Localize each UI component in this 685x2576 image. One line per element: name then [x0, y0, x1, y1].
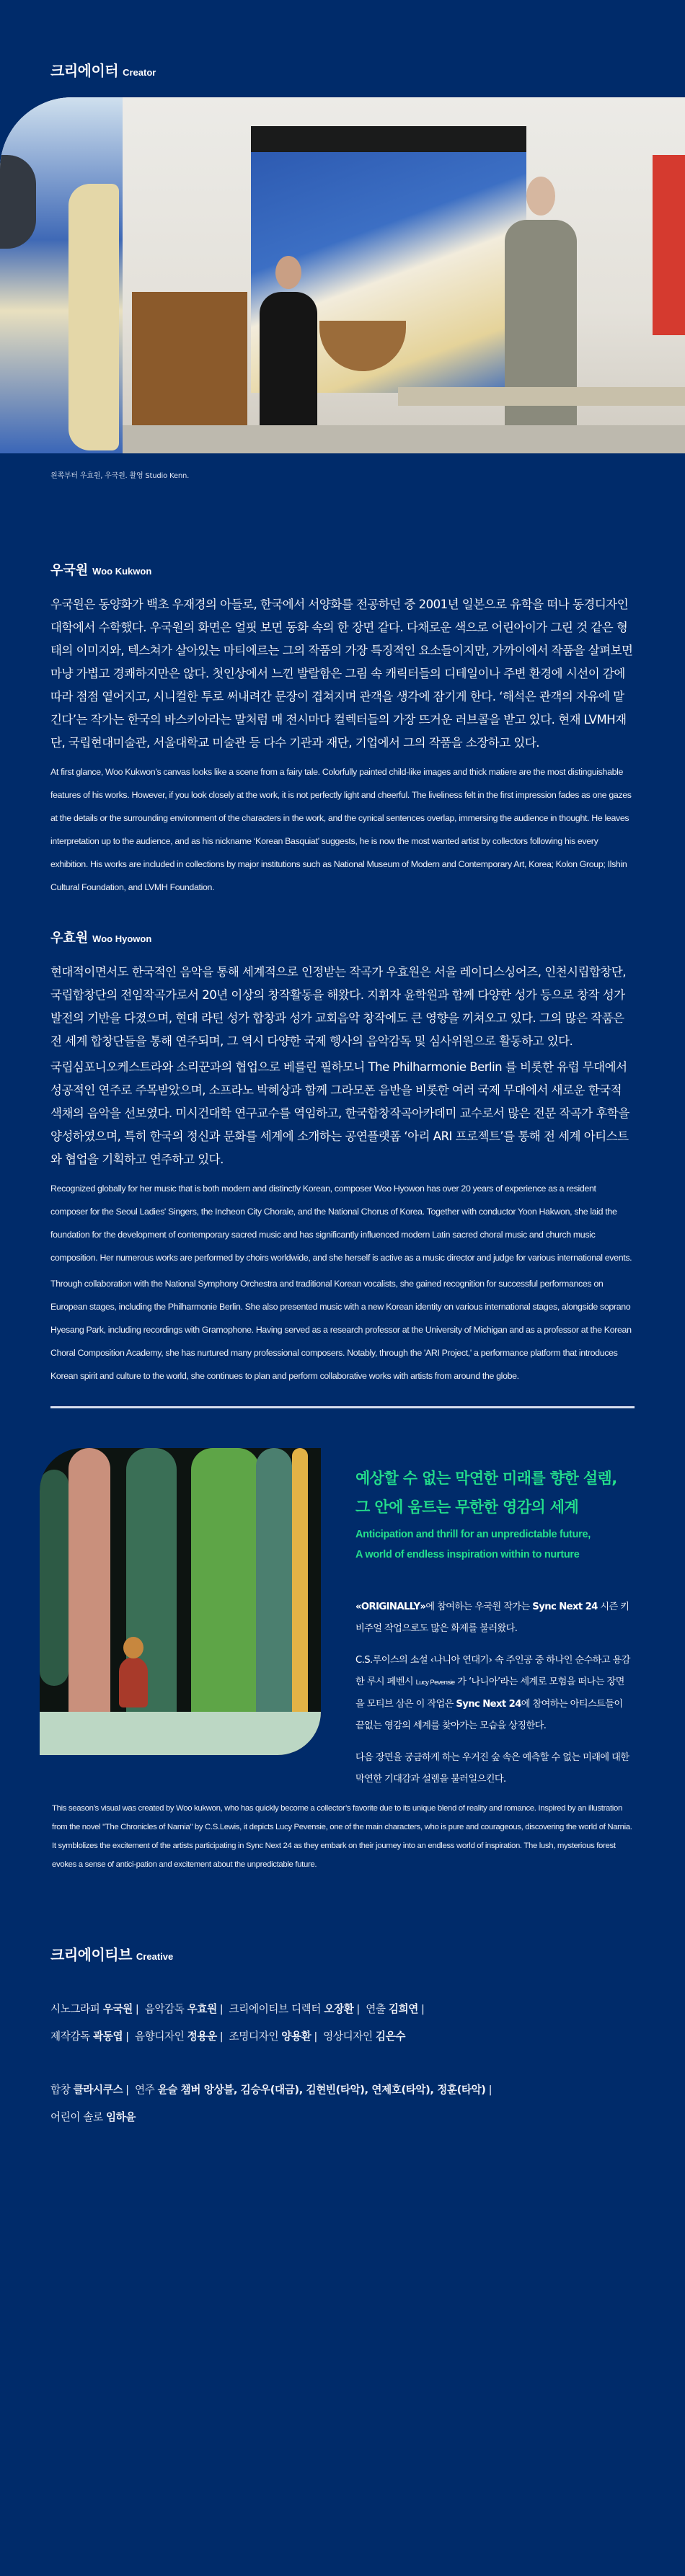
section-divider — [50, 1406, 635, 1408]
credit-role: 연출 — [366, 2003, 386, 2015]
tree — [292, 1448, 308, 1755]
credit-role: 합창 — [50, 2084, 71, 2096]
credit-person: 오장환 — [324, 2003, 354, 2015]
work-table — [398, 387, 685, 406]
bio-woo-hyowon — [0, 928, 685, 1387]
painting-figure — [0, 155, 36, 249]
bio-ko-paragraph: 우국원은 동양화가 백초 우재경의 아들로, 한국에서 서양화를 전공하던 중 2001년 일본으로 유학을 떠나 동경디자인 대학에서 수학했다. 우국원의 화면은 얼핏 보면 동화 속의 한 장면 같다. 다채로운 색으로 어린아이가 그린 것 같은 형태의 이미지와, 텍스쳐가 살아있는 마티에르는 그의 작품의 가장 특징적인 요소들이지만, 가까이에서 작품을 살펴보면 마냥 가볍고 경쾌하지만은 않다. 첫인상에서 느낀 발랄함은 그림 속 캐릭터들의 디테일이나 주변 환경에 시선이 감에 따라 점점 옅어지고, 시니컬한 투로 써내려간 문장이 겹쳐지며 관객을 생각에 잠기게 한다. ‘해석은 관객의 자유에 맡긴다’는 작가는 한국의 바스키아라는 말처럼 매 전시마다 컬렉터들의 가장 뜨거운 러브콜을 받고 있다. 현재 LVMH재단, 국립현대미술관, 서울대학교 미술관 등 다수 기관과 재단, 기업에서 그의 작품을 소장하고 있다. — [50, 598, 633, 750]
bio-name-en: Woo Kukwon — [92, 566, 152, 577]
photo-caption: 왼쪽부터 우효원, 우국원. 촬영 Studio Kenn. — [50, 472, 190, 480]
creative-title-en: Creative — [136, 1951, 174, 1962]
separator: | — [125, 2030, 129, 2043]
creative-title-ko: 크리에이티브 — [50, 1946, 132, 1963]
credit-role: 시노그라피 — [50, 2003, 100, 2015]
credit-person: 양용환 — [281, 2030, 311, 2043]
person-woo-hyowon — [260, 292, 317, 443]
headline-ko-line: 그 안에 움트는 무한한 영감의 세계 — [355, 1498, 579, 1516]
credit-role: 조명디자인 — [229, 2030, 279, 2043]
credit-person: 곽동엽 — [93, 2030, 123, 2043]
paint-shelf — [123, 425, 685, 453]
separator: | — [488, 2084, 492, 2096]
separator: | — [219, 2030, 224, 2043]
text: 시즌 키비주얼 작업으로도 많은 화제를 불러왔다. — [355, 1602, 629, 1634]
text: 에 참여하는 우국원 작가는 — [425, 1602, 533, 1612]
credit-person: 김희연 — [388, 2003, 418, 2015]
credits-group-performers — [50, 2077, 635, 2131]
separator: | — [125, 2084, 129, 2096]
credit-person: 정용운 — [187, 2030, 217, 2043]
credit-person: 클라시쿠스 — [73, 2084, 123, 2096]
creator-title-ko: 크리에이터 — [50, 62, 119, 79]
credit-role: 음악감독 — [144, 2003, 185, 2015]
tree — [191, 1448, 260, 1755]
key-visual-copy — [321, 1448, 631, 1790]
head — [275, 256, 301, 289]
separator: | — [420, 2003, 425, 2015]
feature-paragraph-1 — [355, 1596, 631, 1640]
head — [123, 1637, 143, 1658]
tree — [126, 1448, 177, 1755]
left-painting — [0, 97, 123, 453]
credit-person: 윤슬 챔버 앙상블, 김승우(대금), 김현빈(타악), 연제호(타악), 정훈(타악) — [157, 2084, 486, 2096]
studio-photo — [0, 97, 685, 453]
sync-next-title: Sync Next 24 — [532, 1602, 598, 1612]
head — [526, 177, 555, 216]
bio-name — [50, 560, 635, 579]
credit-person: 우효원 — [187, 2003, 217, 2015]
separator: | — [314, 2030, 317, 2043]
lucy-pevensie-name: Lucy Pevensie — [415, 1679, 455, 1687]
credits-list — [0, 1964, 685, 2131]
tree — [40, 1470, 68, 1686]
credit-person: 임하윤 — [105, 2111, 136, 2123]
creator-title-en: Creator — [123, 67, 156, 78]
headline-en-line: Anticipation and thrill for an unpredictable future, — [355, 1529, 591, 1540]
painting-boat — [319, 321, 406, 371]
feature-en-paragraph: This season’s visual was created by Woo kukwon, who has quickly become a collector’s favorite due to its unique blend of reality and romance. Inspired by an illustration from the novel "The Chronicles of Narnia" by C.S.Lewis, it depicts Lucy Pevensie, one of the main characters, who is pure and courageous, discovering the world of Narnia. It symblolizes the excitement of the artists participating in Sync Next 24 as they embark on their journey into an endless world of inspiration. The lush, mysterious forest evokes a sense of antici-pation and excitement about the unpredictable future. — [52, 1804, 632, 1869]
credit-role: 제작감독 — [50, 2030, 90, 2043]
tree — [256, 1448, 292, 1755]
bio-en-paragraph: At first glance, Woo Kukwon’s canvas looks like a scene from a fairy tale. Colorfully painted child-like images and thick matiere are the most distinguishable features of his works. However, if you look closely at the work, it is not perfectly light and cheerful. The liveliness felt in the first impression fades as one gazes at the details or the surrounding environment of the characters in the work, and the cynical sentences overlap, immersing the audience in thought. He leaves interpretation up to the audience, and as his nickname ‘Korean Basquiat’ suggests, he is now the most wanted artist by collectors following his every exhibition. His works are included in collections by major institutions such as National Museum of Modern and Contemporary Art, Korea; Kolon Group; Ilshin Cultural Foundation, and LVMH Foundation. — [50, 767, 632, 892]
headline-ko — [355, 1464, 631, 1522]
bio-name — [50, 928, 635, 946]
credit-role: 어린이 솔로 — [50, 2111, 103, 2123]
credits-group-production — [50, 1996, 635, 2051]
forest-ground — [40, 1712, 321, 1755]
bio-ko-paragraph: 현대적이면서도 한국적인 음악을 통해 세계적으로 인정받는 작곡가 우효원은 서울 레이디스싱어즈, 인천시립합창단, 국립합창단의 전임작곡가로서 20년 이상의 창작활동을 해왔다. 지휘자 윤학원과 함께 다양한 성가 등으로 창작 성가 발전의 기반을 다졌으며, 현대 라틴 성가 합창과 성가 교회음악 창작에도 큰 영향을 끼쳐오고 있다. 그의 많은 작품은 전 세계 합창단들을 통해 연주되며, 그 역시 다양한 국제 행사의 음악감독 및 심사위원으로 활동하고 있다. — [50, 965, 627, 1048]
key-visual-feature — [0, 1448, 685, 1790]
headline-ko-line: 예상할 수 없는 막연한 미래를 향한 설렘, — [355, 1470, 617, 1487]
bio-name-en: Woo Hyowon — [92, 933, 152, 944]
bio-name-ko: 우국원 — [50, 563, 89, 578]
creative-section-header — [0, 1874, 685, 1964]
text: C.S.루이스의 소설 ‹나니아 연대기› 속 주인공 중 하나인 순수하고 용감한 루시 페벤시 — [355, 1655, 630, 1687]
bio-ko-paragraph: 국립심포니오케스트라와 소리꾼과의 협업으로 베를린 필하모니 The Philharmonie Berlin 를 비롯한 유럽 무대에서 성공적인 연주로 주목받았으며, 소프라노 박혜상과 함께 그라모폰 음반을 비롯한 여러 국제 무대에서 새로운 한국적 색채의 음악을 선보였다. 미시건대학 연구교수를 역임하고, 한국합창작곡아카데미 교수로서 많은 전문 작곡가 후학을 양성하였으며, 특히 한국의 정신과 문화를 세계에 소개하는 공연플랫폼 ‘아리 ARI 프로젝트’를 통해 전 세계 아티스트와 협업을 기획하고 연주하고 있다. — [50, 1060, 629, 1166]
creator-section-title — [50, 59, 635, 80]
bio-en-paragraph: Through collaboration with the National Symphony Orchestra and traditional Korean vocalists, she gained recognition for successful performances on European stages, including the Philharmonie Berlin. She also presented music with a new Korean identity on various international stages, alongside soprano Hyesang Park, including recordings with Gramophone. Having served as a research professor at the University of Michigan and as a professor at the Korean Choral Composition Academy, she has nurtured many professional composers. Notably, through the 'ARI Project,' a performance platform that introduces Korean spirit and culture to the world, she continues to plan and perform collaborative works with artists from around the globe. — [50, 1279, 632, 1381]
bio-woo-kukwon — [0, 560, 685, 899]
creative-section-title — [50, 1943, 685, 1964]
feature-paragraph-3: 다음 장면을 궁금하게 하는 우거진 숲 속은 예측할 수 없는 미래에 대한 막연한 기대감과 설렘을 불러일으킨다. — [355, 1752, 629, 1785]
feature-paragraph-2 — [355, 1650, 631, 1737]
credit-person: 김은수 — [375, 2030, 406, 2043]
originally-title: «ORIGINALLY» — [355, 1602, 426, 1612]
headline-en — [355, 1524, 631, 1565]
painting-text-band — [251, 126, 526, 152]
credit-person: 우국원 — [102, 2003, 133, 2015]
creator-section-header — [0, 0, 685, 97]
tree — [68, 1448, 110, 1755]
text: 가 ‘나니아’라는 세계로 모험을 떠나는 장면을 모티브 삼은 이 작업은 — [355, 1676, 624, 1710]
credit-role: 연주 — [134, 2084, 155, 2096]
girl-figure — [119, 1657, 148, 1707]
separator: | — [135, 2003, 139, 2015]
text: 에 참여하는 아티스트들이 끝없는 영감의 세계를 찾아가는 모습을 상징한다. — [355, 1699, 623, 1731]
headline-en-line: A world of endless inspiration within to nurture — [355, 1549, 580, 1560]
credit-role: 음향디자인 — [134, 2030, 185, 2043]
key-visual-artwork — [40, 1448, 321, 1755]
painting-shore — [68, 184, 119, 450]
separator: | — [356, 2003, 360, 2015]
person-woo-kukwon — [505, 220, 577, 450]
separator: | — [219, 2003, 224, 2015]
bio-en-paragraph: Recognized globally for her music that is both modern and distinctly Korean, composer Woo Hyowon has over 20 years of experience as a resident composer for the Seoul Ladies' Singers, the Incheon City Chorale, and the National Chorus of Korea. Together with conductor Yoon Hakwon, she laid the foundation for the development of contemporary sacred music and has significantly influenced modern Latin sacred choral music and church music composition. Her numerous works are performed by choirs worldwide, and she herself is active as a music director and judge for various international events. — [50, 1183, 632, 1263]
credit-role: 영상디자인 — [323, 2030, 373, 2043]
credit-role: 크리에이티브 디렉터 — [229, 2003, 322, 2015]
sync-next-title: Sync Next 24 — [456, 1699, 521, 1710]
red-painting — [653, 155, 685, 335]
bio-name-ko: 우효원 — [50, 931, 89, 946]
